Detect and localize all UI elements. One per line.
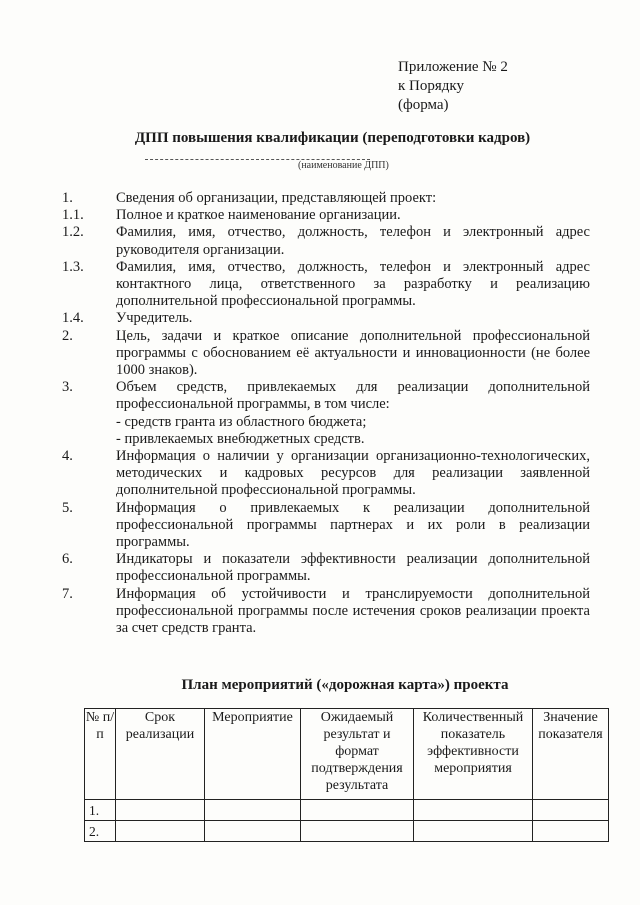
plan-title: План мероприятий («дорожная карта») проекта bbox=[181, 677, 509, 693]
header-activity: Мероприятие bbox=[205, 709, 301, 800]
list-item bbox=[62, 207, 590, 224]
list-item-line: Фамилия, имя, отчество, должность, телефон и электронный адрес руководителя организации. bbox=[116, 224, 590, 258]
list-item bbox=[62, 586, 590, 638]
header-number: № п/п bbox=[85, 709, 116, 800]
list-item-text bbox=[116, 551, 590, 585]
list-item-text bbox=[116, 207, 590, 224]
table-cell bbox=[205, 800, 301, 821]
list-item-line: Информация о наличии у организации организационно-технологических, методических и кадровых ресурсов для реализации заявленной дополнительной профессиональной программы. bbox=[116, 448, 590, 499]
table-cell bbox=[301, 821, 414, 842]
table-cell bbox=[414, 821, 533, 842]
list-item-number: 6. bbox=[62, 551, 73, 568]
list-item-number: 1.3. bbox=[62, 258, 84, 275]
table-cell bbox=[116, 821, 205, 842]
table-cell bbox=[205, 821, 301, 842]
list-item-number: 1.1. bbox=[62, 207, 84, 224]
name-caption: (наименование ДПП) bbox=[298, 160, 389, 171]
list-item-line: Информация о привлекаемых к реализации дополнительной профессиональной программы партнерах и их роли в реализации программы. bbox=[116, 499, 590, 551]
row-number: 2. bbox=[85, 821, 116, 842]
list-item-number: 1.2. bbox=[62, 224, 84, 241]
list-item-line: Полное и краткое наименование организации. bbox=[116, 207, 401, 224]
list-item-line: Сведения об организации, представляющей проект: bbox=[116, 190, 437, 206]
list-item-text bbox=[116, 379, 590, 448]
list-item-line: Фамилия, имя, отчество, должность, телефон и электронный адрес контактного лица, ответственного за разработку и реализацию дополнительной профессиональной программы. bbox=[116, 258, 590, 310]
list-item-number: 3. bbox=[62, 379, 73, 396]
list-item-line: - средств гранта из областного бюджета; bbox=[116, 413, 367, 430]
table-row bbox=[85, 821, 609, 842]
roadmap-table bbox=[84, 708, 609, 842]
list-item-line: - привлекаемых внебюджетных средств. bbox=[116, 430, 365, 447]
list-item-number: 5. bbox=[62, 499, 73, 516]
list-item bbox=[62, 448, 590, 500]
list-item-text bbox=[116, 448, 590, 500]
requirements-list bbox=[62, 190, 590, 637]
list-item-number: 7. bbox=[62, 585, 73, 602]
header-value: Значение показателя bbox=[533, 709, 609, 800]
header-indicator: Количественный показатель эффективности мероприятия bbox=[414, 709, 533, 800]
table-cell bbox=[533, 800, 609, 821]
document-title: ДПП повышения квалификации (переподготовки кадров) bbox=[134, 130, 531, 146]
list-item-number: 1. bbox=[62, 190, 73, 206]
list-item bbox=[62, 259, 590, 311]
row-number: 1. bbox=[85, 800, 116, 821]
list-item-number: 2. bbox=[62, 327, 73, 344]
list-item-text bbox=[116, 190, 590, 207]
list-item bbox=[62, 500, 590, 552]
list-item-text bbox=[116, 310, 590, 327]
list-item-line: Учредитель. bbox=[116, 310, 193, 327]
table-cell bbox=[414, 800, 533, 821]
list-item bbox=[62, 379, 590, 448]
appendix-order: к Порядку bbox=[398, 78, 464, 94]
list-item bbox=[62, 190, 590, 207]
list-item-line: Объем средств, привлекаемых для реализации дополнительной профессиональной программы, в том числе: bbox=[116, 379, 590, 413]
table-cell bbox=[533, 821, 609, 842]
table-header-row bbox=[85, 709, 609, 800]
table-cell bbox=[301, 800, 414, 821]
list-item bbox=[62, 310, 590, 327]
list-item-line: Цель, задачи и краткое описание дополнительной профессиональной программы с обоснованием её актуальности и инновационности (не более 1000 знаков). bbox=[116, 327, 590, 379]
list-item bbox=[62, 328, 590, 380]
list-item-text bbox=[116, 586, 590, 638]
list-item-text bbox=[116, 500, 590, 552]
list-item-text bbox=[116, 224, 590, 258]
list-item-number: 4. bbox=[62, 448, 73, 465]
list-item-text bbox=[116, 259, 590, 311]
table-cell bbox=[116, 800, 205, 821]
list-item bbox=[62, 224, 590, 258]
appendix-header bbox=[398, 58, 508, 115]
list-item-line: Информация об устойчивости и транслируемости дополнительной профессиональной программы после истечения сроков реализации проекта за счет средств гранта. bbox=[116, 585, 590, 637]
list-item-number: 1.4. bbox=[62, 310, 84, 327]
list-item-text bbox=[116, 328, 590, 380]
table-row bbox=[85, 800, 609, 821]
list-item bbox=[62, 551, 590, 585]
header-expected-result: Ожидаемый результат и формат подтверждения результата bbox=[301, 709, 414, 800]
appendix-form: (форма) bbox=[398, 97, 449, 113]
header-term: Срок реализации bbox=[116, 709, 205, 800]
list-item-line: Индикаторы и показатели эффективности реализации дополнительной профессиональной программы. bbox=[116, 551, 590, 585]
appendix-number: Приложение № 2 bbox=[398, 59, 508, 75]
